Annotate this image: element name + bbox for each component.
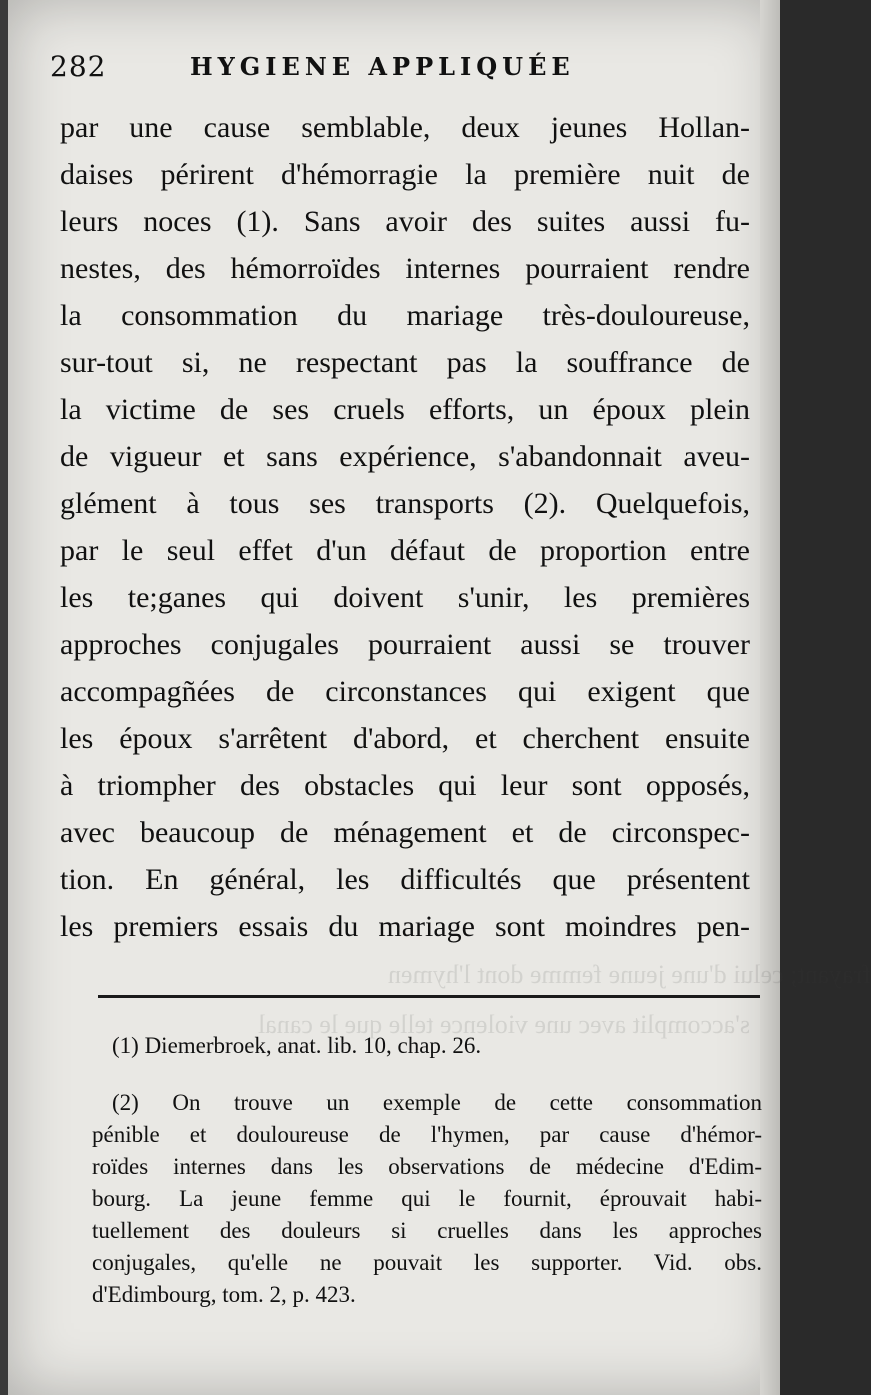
footnote-rule xyxy=(98,995,760,998)
footnote-2-line: tuellement des douleurs si cruelles dans les approches xyxy=(92,1218,762,1243)
text-line: glément à tous ses transports (2). Quelquefois, xyxy=(60,487,750,520)
book-page xyxy=(8,0,871,1395)
footnote-2-line: conjugales, qu'elle ne pouvait les supporter. Vid. obs. xyxy=(92,1250,762,1275)
footnote-2-line: pénible et douloureuse de l'hymen, par cause d'hémor- xyxy=(92,1122,762,1147)
page-right-edge xyxy=(760,0,780,1395)
footnotes xyxy=(92,1030,762,1311)
scan-left-edge xyxy=(0,0,8,1395)
text-line: de vigueur et sans expérience, s'abandonnait aveu- xyxy=(60,440,750,473)
page-number: 282 xyxy=(50,50,107,83)
text-line: la consommation du mariage très-douloureuse, xyxy=(60,299,750,332)
footnote-2-line: roïdes internes dans les observations de médecine d'Edim- xyxy=(92,1154,762,1179)
footnote-1: (1) Diemerbroek, anat. lib. 10, chap. 26. xyxy=(112,1033,482,1058)
text-line: accompagñées de circonstances qui exigent que xyxy=(60,675,750,708)
text-line: sur-tout si, ne respectant pas la souffrance de xyxy=(60,346,750,379)
text-line: par une cause semblable, deux jeunes Hollan- xyxy=(60,111,750,144)
footnote-2-line: (2) On trouve un exemple de cette consommation xyxy=(112,1090,762,1115)
body-text xyxy=(60,104,750,950)
text-line: daises périrent d'hémorragie la première nuit de xyxy=(60,158,750,191)
text-line: les époux s'arrêtent d'abord, et cherchent ensuite xyxy=(60,722,750,755)
text-line: avec beaucoup de ménagement et de circonspec- xyxy=(60,816,750,849)
text-line: les te;ganes qui doivent s'unir, les premières xyxy=(60,581,750,614)
show-through-text: s'accomplit avec une violence telle que le canal xyxy=(258,1010,750,1039)
footnote-2-line: bourg. La jeune femme qui le fournit, éprouvait habi- xyxy=(92,1186,762,1211)
text-line: nestes, des hémorroïdes internes pourraient rendre xyxy=(60,252,750,285)
show-through-text: frayant; celui d'une jeune femme dont l'hymen xyxy=(388,960,871,989)
text-line: à triompher des obstacles qui leur sont opposés, xyxy=(60,769,750,802)
text-line: leurs noces (1). Sans avoir des suites aussi fu- xyxy=(60,205,750,238)
text-line: approches conjugales pourraient aussi se trouver xyxy=(60,628,750,661)
text-line: par le seul effet d'un défaut de proportion entre xyxy=(60,534,750,567)
text-line: tion. En général, les difficultés que présentent xyxy=(60,863,750,896)
running-head xyxy=(50,50,750,90)
footnote-2-line: d'Edimbourg, tom. 2, p. 423. xyxy=(92,1282,356,1307)
text-line: la victime de ses cruels efforts, un époux plein xyxy=(60,393,750,426)
text-line: les premiers essais du mariage sont moindres pen- xyxy=(60,910,750,943)
running-title: HYGIENE APPLIQUÉE xyxy=(190,52,575,81)
